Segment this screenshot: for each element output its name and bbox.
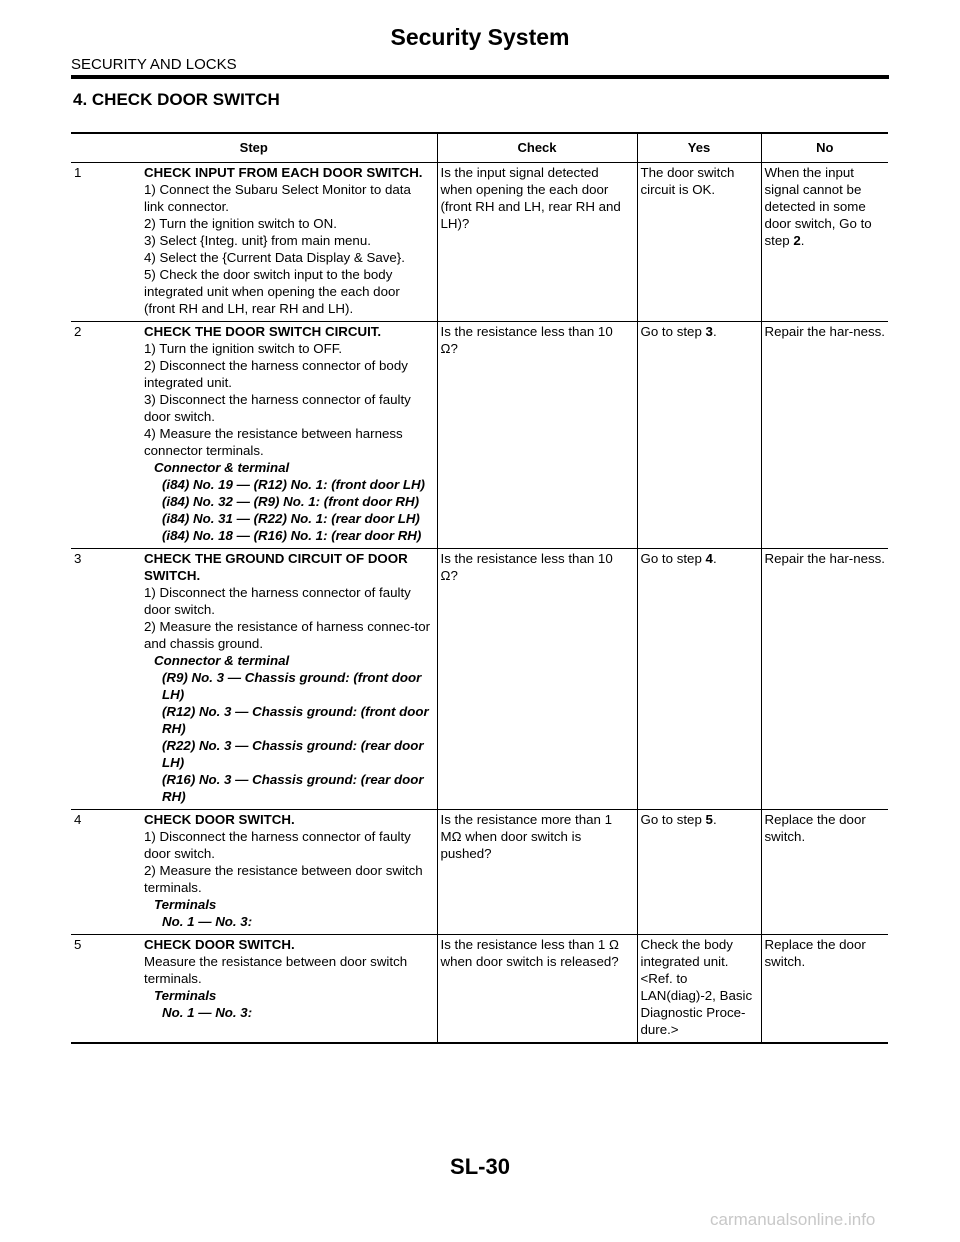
column-header-step: Step: [71, 133, 437, 163]
no-cell: [761, 163, 888, 322]
step-instruction: 1) Disconnect the harness connector of faulty door switch.: [144, 829, 411, 861]
connector-terminal: (R12) No. 3 — Chassis ground: (front door RH): [162, 704, 429, 736]
yes-text-end: .: [712, 551, 717, 566]
step-reference: 3: [705, 324, 713, 339]
step-title: CHECK DOOR SWITCH.: [144, 937, 295, 952]
column-header-yes: Yes: [637, 133, 761, 163]
table-row: [71, 549, 888, 810]
page-number: SL-30: [450, 1154, 510, 1179]
no-cell: Replace the door switch.: [761, 810, 888, 935]
connector-terminal: (i84) No. 19 — (R12) No. 1: (front door LH): [162, 477, 425, 492]
check-cell: Is the resistance less than 10 Ω?: [437, 322, 637, 549]
yes-cell: Check the body integrated unit. <Ref. to LAN(diag)-2, Basic Diagnostic Proce-dure.>: [637, 935, 761, 1044]
connector-terminal: (R22) No. 3 — Chassis ground: (rear door LH): [162, 738, 424, 770]
step-number: 5: [71, 935, 141, 1044]
table-row: [71, 810, 888, 935]
procedure-heading: 4. CHECK DOOR SWITCH: [73, 90, 280, 109]
terminal-pair: No. 1 — No. 3:: [162, 914, 253, 929]
step-reference: 4: [705, 551, 713, 566]
connector-heading: Connector & terminal: [154, 460, 290, 475]
step-number: 1: [71, 163, 141, 322]
connector-terminal: (i84) No. 18 — (R16) No. 1: (rear door RH): [162, 528, 422, 543]
yes-text: Go to step: [640, 812, 706, 827]
no-text: When the input signal cannot be detected in some door switch, Go to step: [764, 165, 872, 248]
step-instruction: 4) Measure the resistance between harness connector terminals.: [144, 426, 403, 458]
table-header-row: [71, 133, 888, 163]
connector-terminal: (i84) No. 31 — (R22) No. 1: (rear door LH): [162, 511, 420, 526]
yes-text-end: .: [712, 812, 717, 827]
step-title: CHECK THE GROUND CIRCUIT OF DOOR SWITCH.: [144, 551, 408, 583]
step-instruction: 3) Select {Integ. unit} from main menu.: [144, 233, 371, 248]
connector-terminal: (R16) No. 3 — Chassis ground: (rear door RH): [162, 772, 424, 804]
check-cell: Is the resistance more than 1 MΩ when door switch is pushed?: [437, 810, 637, 935]
check-cell: Is the input signal detected when opening the each door (front RH and LH, rear RH and LH)?: [437, 163, 637, 322]
step-instruction: 1) Connect the Subaru Select Monitor to data link connector.: [144, 182, 411, 214]
no-cell: Repair the har-ness.: [761, 322, 888, 549]
step-cell: [141, 549, 437, 810]
yes-cell: The door switch circuit is OK.: [637, 163, 761, 322]
step-reference: 5: [705, 812, 713, 827]
table-row: [71, 163, 888, 322]
step-instruction: 1) Disconnect the harness connector of faulty door switch.: [144, 585, 411, 617]
terminal-pair: No. 1 — No. 3:: [162, 1005, 253, 1020]
no-text-end: .: [800, 233, 805, 248]
step-instruction: 3) Disconnect the harness connector of faulty door switch.: [144, 392, 411, 424]
step-instruction: 2) Measure the resistance of harness connec-tor and chassis ground.: [144, 619, 431, 651]
step-number: 2: [71, 322, 141, 549]
table-row: [71, 935, 888, 1044]
watermark: carmanualsonline.info: [710, 1210, 876, 1229]
column-header-no: No: [761, 133, 888, 163]
step-instruction: Measure the resistance between door switch terminals.: [144, 954, 408, 986]
connector-terminal: (i84) No. 32 — (R9) No. 1: (front door RH): [162, 494, 420, 509]
terminals-heading: Terminals: [154, 897, 217, 912]
connector-terminal: (R9) No. 3 — Chassis ground: (front door LH): [162, 670, 422, 702]
table-row: [71, 322, 888, 549]
check-cell: Is the resistance less than 10 Ω?: [437, 549, 637, 810]
step-instruction: 2) Turn the ignition switch to ON.: [144, 216, 337, 231]
yes-cell: [637, 810, 761, 935]
yes-cell: [637, 549, 761, 810]
step-reference: 2: [793, 233, 801, 248]
step-cell: [141, 163, 437, 322]
terminals-heading: Terminals: [154, 988, 217, 1003]
yes-text: Go to step: [640, 551, 706, 566]
step-title: CHECK DOOR SWITCH.: [144, 812, 295, 827]
step-title: CHECK THE DOOR SWITCH CIRCUIT.: [144, 324, 382, 339]
step-instruction: 5) Check the door switch input to the body integrated unit when opening the each door (front RH and LH, rear RH and LH).: [144, 267, 400, 316]
step-cell: [141, 935, 437, 1044]
header-rule: [71, 75, 889, 79]
connector-heading: Connector & terminal: [154, 653, 290, 668]
step-cell: [141, 810, 437, 935]
step-number: 4: [71, 810, 141, 935]
no-cell: Replace the door switch.: [761, 935, 888, 1044]
section-name: SECURITY AND LOCKS: [71, 56, 237, 73]
step-number: 3: [71, 549, 141, 810]
yes-text-end: .: [712, 324, 717, 339]
no-cell: Repair the har-ness.: [761, 549, 888, 810]
yes-text: Go to step: [640, 324, 706, 339]
step-title: CHECK INPUT FROM EACH DOOR SWITCH.: [144, 165, 423, 180]
step-instruction: 2) Disconnect the harness connector of body integrated unit.: [144, 358, 408, 390]
step-instruction: 1) Turn the ignition switch to OFF.: [144, 341, 343, 356]
step-cell: [141, 322, 437, 549]
step-instruction: 4) Select the {Current Data Display & Save}.: [144, 250, 405, 265]
page-title: Security System: [390, 24, 570, 50]
check-cell: Is the resistance less than 1 Ω when door switch is released?: [437, 935, 637, 1044]
yes-cell: [637, 322, 761, 549]
step-instruction: 2) Measure the resistance between door switch terminals.: [144, 863, 423, 895]
diagnostic-table: [71, 132, 888, 1044]
column-header-check: Check: [437, 133, 637, 163]
